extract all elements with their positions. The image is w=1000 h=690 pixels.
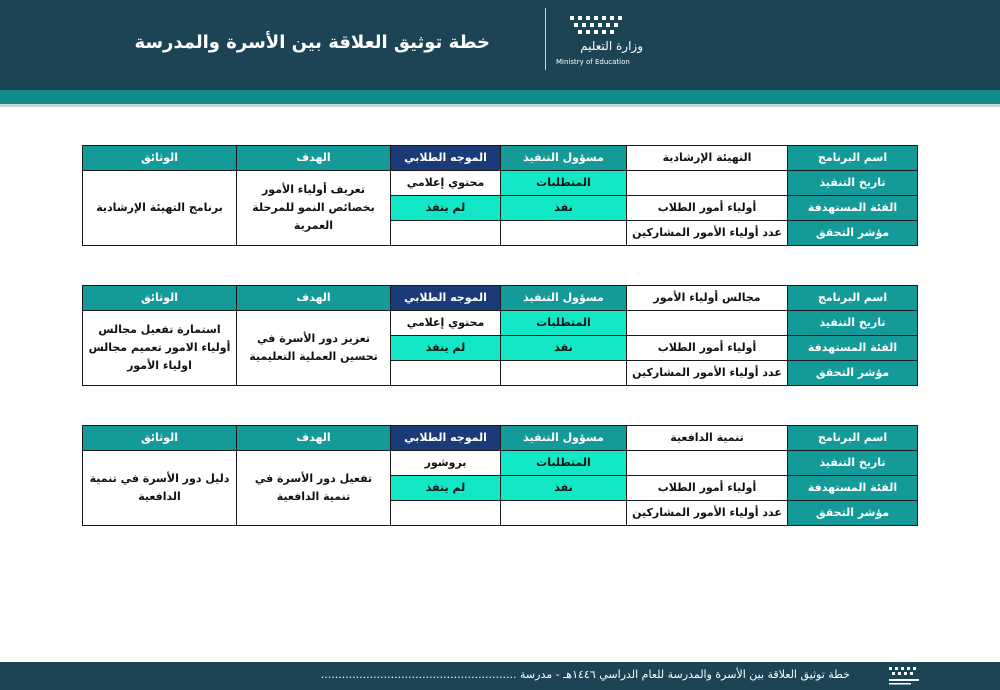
documents-label: الوثائق (83, 146, 237, 171)
indicator-value: عدد أولياء الأمور المشاركين (627, 361, 788, 386)
requirement-value: بروشور (391, 451, 501, 476)
goal-value: تفعيل دور الأسرة في تنمية الدافعية (237, 451, 391, 526)
ministry-logo (556, 12, 651, 72)
exec-date-label: تاريخ التنفيذ (788, 171, 918, 196)
done-status: نفذ (501, 196, 627, 221)
indicator-label: مؤشر التحقق (788, 221, 918, 246)
target-group-value: أولياء أمور الطلاب (627, 336, 788, 361)
exec-date-label: تاريخ التنفيذ (788, 451, 918, 476)
page-footer (0, 662, 1000, 690)
indicator-label: مؤشر التحقق (788, 361, 918, 386)
documents-value: استمارة تفعيل مجالس أولياء الامور تعميم مجالس اولياء الأمور (83, 311, 237, 386)
empty-cell (501, 501, 627, 526)
not-done-status: لم ينفذ (391, 196, 501, 221)
header-teal-stripe (0, 90, 1000, 104)
page-header (0, 0, 1000, 90)
logo-arabic-text: وزارة التعليم (580, 39, 643, 53)
program-name-label: اسم البرنامج (788, 286, 918, 311)
goal-label: الهدف (237, 426, 391, 451)
exec-date-value (627, 171, 788, 196)
target-group-value: أولياء أمور الطلاب (627, 476, 788, 501)
documents-label: الوثائق (83, 286, 237, 311)
indicator-value: عدد أولياء الأمور المشاركين (627, 221, 788, 246)
table-row (83, 311, 918, 336)
goal-label: الهدف (237, 286, 391, 311)
counselor-label: الموجه الطلابي (391, 286, 501, 311)
target-group-value: أولياء أمور الطلاب (627, 196, 788, 221)
table-row (83, 171, 918, 196)
table-row (83, 451, 918, 476)
done-status: نفذ (501, 336, 627, 361)
empty-cell (391, 221, 501, 246)
program-name-label: اسم البرنامج (788, 146, 918, 171)
requirements-label: المتطلبات (501, 311, 627, 336)
header-grey-stripe (0, 104, 1000, 107)
empty-cell (501, 221, 627, 246)
program-table-2 (82, 285, 918, 386)
responsible-label: مسؤول التنفيذ (501, 146, 627, 171)
program-name-value: التهيئة الإرشادية (627, 146, 788, 171)
program-table-3 (82, 425, 918, 526)
responsible-label: مسؤول التنفيذ (501, 426, 627, 451)
counselor-label: الموجه الطلابي (391, 146, 501, 171)
documents-value: دليل دور الأسرة في تنمية الدافعية (83, 451, 237, 526)
requirement-value: محتوي إعلامي (391, 311, 501, 336)
requirement-value: محتوي إعلامي (391, 171, 501, 196)
documents-value: برنامج التهيئة الإرشادية (83, 171, 237, 246)
requirements-label: المتطلبات (501, 451, 627, 476)
table-row (83, 286, 918, 311)
table-row (83, 426, 918, 451)
documents-label: الوثائق (83, 426, 237, 451)
page-title: خطة توثيق العلاقة بين الأسرة والمدرسة (134, 32, 490, 53)
goal-value: تعزيز دور الأسرة في تحسين العملية التعليمية (237, 311, 391, 386)
done-status: نفذ (501, 476, 627, 501)
target-group-label: الفئة المستهدفة (788, 476, 918, 501)
logo-english-text: Ministry of Education (556, 58, 630, 66)
program-table-1 (82, 145, 918, 246)
target-group-label: الفئة المستهدفة (788, 336, 918, 361)
empty-cell (501, 361, 627, 386)
exec-date-label: تاريخ التنفيذ (788, 311, 918, 336)
program-name-value: مجالس أولياء الأمور (627, 286, 788, 311)
exec-date-value (627, 451, 788, 476)
program-name-value: تنمية الدافعية (627, 426, 788, 451)
footer-text: خطة توثيق العلاقة بين الأسرة والمدرسة للعام الدراسي ١٤٤٦هـ - مدرسة ........................................................ (320, 668, 850, 681)
program-name-label: اسم البرنامج (788, 426, 918, 451)
requirements-label: المتطلبات (501, 171, 627, 196)
empty-cell (391, 501, 501, 526)
goal-label: الهدف (237, 146, 391, 171)
counselor-label: الموجه الطلابي (391, 426, 501, 451)
exec-date-value (627, 311, 788, 336)
target-group-label: الفئة المستهدفة (788, 196, 918, 221)
not-done-status: لم ينفذ (391, 336, 501, 361)
ministry-logo-small-icon (885, 665, 935, 687)
ministry-logo-icon (568, 14, 628, 36)
indicator-label: مؤشر التحقق (788, 501, 918, 526)
goal-value: تعريف أولياء الأمور بخصائص النمو للمرحلة العمرية (237, 171, 391, 246)
not-done-status: لم ينفذ (391, 476, 501, 501)
responsible-label: مسؤول التنفيذ (501, 286, 627, 311)
empty-cell (391, 361, 501, 386)
header-divider (545, 8, 546, 70)
table-row (83, 146, 918, 171)
indicator-value: عدد أولياء الأمور المشاركين (627, 501, 788, 526)
